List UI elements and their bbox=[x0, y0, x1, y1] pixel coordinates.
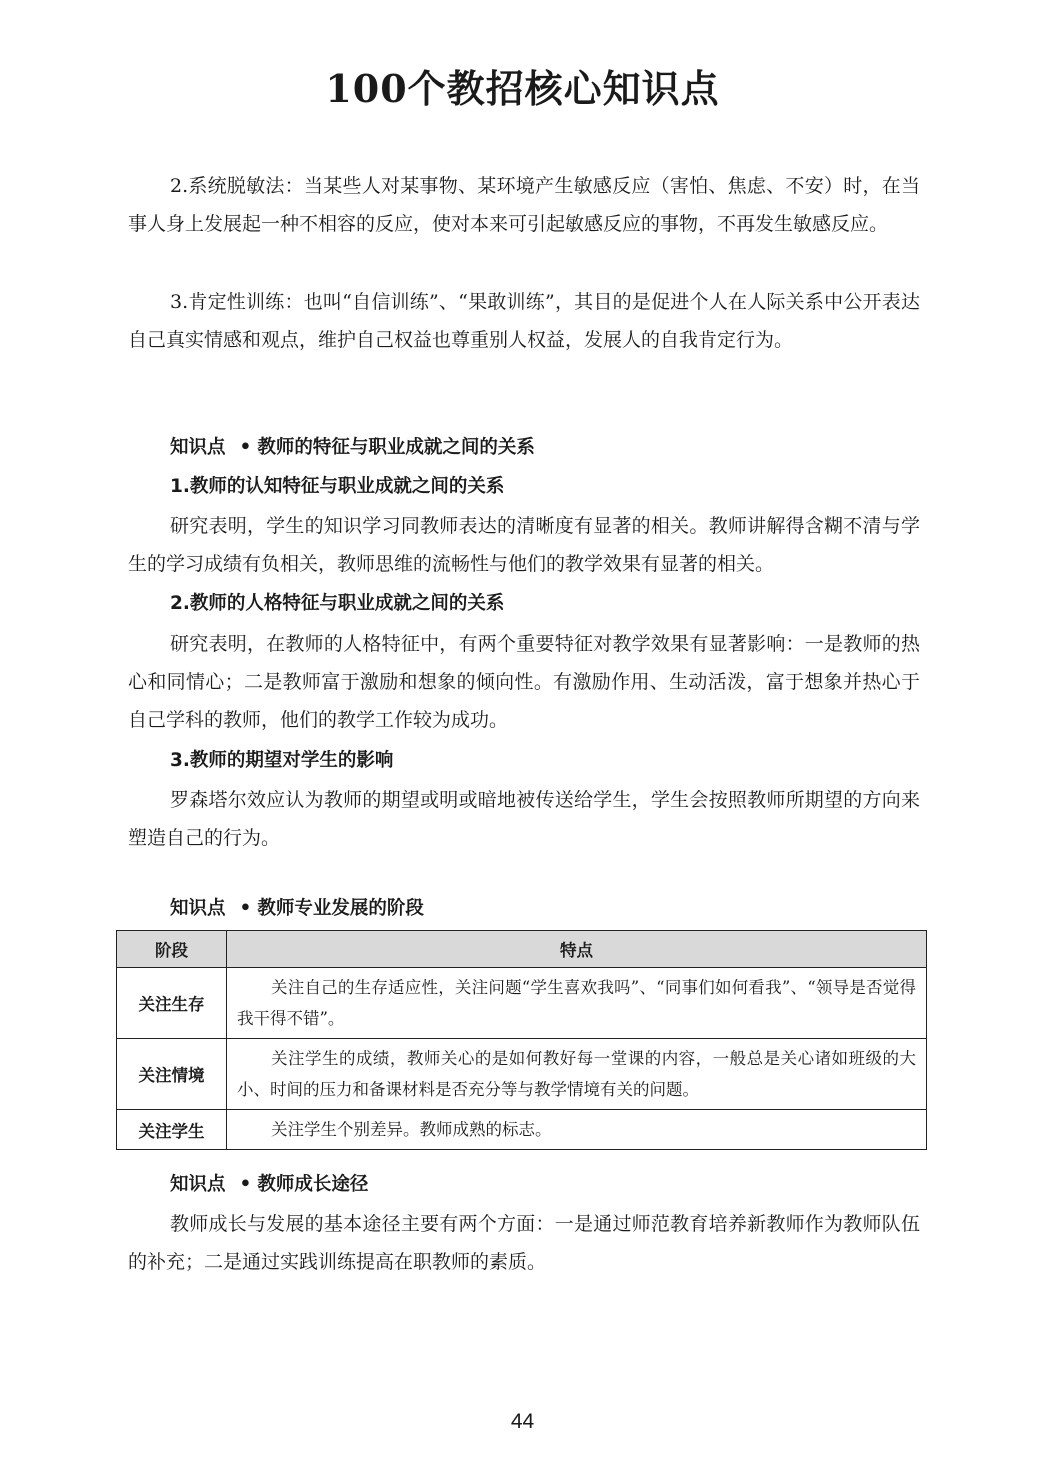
stage-cell: 关注情境 bbox=[117, 1039, 227, 1110]
knowledge-point-heading-1 bbox=[170, 434, 535, 462]
stages-table bbox=[116, 930, 927, 1150]
bullet-dot-icon: • bbox=[239, 1174, 252, 1195]
kp-title: 教师成长途径 bbox=[257, 1174, 369, 1195]
kp-title: 教师的特征与职业成就之间的关系 bbox=[257, 437, 535, 458]
paragraph-personality: 研究表明，在教师的人格特征中，有两个重要特征对教学效果有显著影响：一是教师的热心和同情心；二是教师富于激励和想象的倾向性。有激励作用、生动活泼，富于想象并热心于自己学科的教师，他们的教学工作较为成功。 bbox=[128, 633, 920, 731]
subheading-cognitive: 1.教师的认知特征与职业成就之间的关系 bbox=[170, 476, 505, 497]
header-stage: 阶段 bbox=[117, 931, 227, 968]
stage-cell: 关注生存 bbox=[117, 968, 227, 1039]
header-feature: 特点 bbox=[227, 931, 927, 968]
paragraph-desensitization: 2.系统脱敏法：当某些人对某事物、某环境产生敏感反应（害怕、焦虑、不安）时，在当事人身上发展起一种不相容的反应，使对本来可引起敏感反应的事物，不再发生敏感反应。 bbox=[128, 175, 920, 235]
kp-title: 教师专业发展的阶段 bbox=[257, 898, 424, 919]
kp-label: 知识点 bbox=[170, 898, 226, 919]
kp-label: 知识点 bbox=[170, 1174, 226, 1195]
paragraph-expectation: 罗森塔尔效应认为教师的期望或明或暗地被传送给学生，学生会按照教师所期望的方向来塑造自己的行为。 bbox=[128, 789, 920, 849]
paragraph-cognitive: 研究表明，学生的知识学习同教师表达的清晰度有显著的相关。教师讲解得含糊不清与学生的学习成绩有负相关，教师思维的流畅性与他们的教学效果有显著的相关。 bbox=[128, 515, 920, 575]
bullet-dot-icon: • bbox=[239, 898, 252, 919]
subheading-personality: 2.教师的人格特征与职业成就之间的关系 bbox=[170, 593, 505, 614]
paragraph-assertiveness: 3.肯定性训练：也叫“自信训练”、“果敢训练”，其目的是促进个人在人际关系中公开表达自己真实情感和观点，维护自己权益也尊重别人权益，发展人的自我肯定行为。 bbox=[128, 291, 920, 351]
knowledge-point-heading-2 bbox=[170, 895, 424, 923]
knowledge-point-heading-3 bbox=[170, 1171, 368, 1199]
page-title: 100个教招核心知识点 bbox=[325, 66, 720, 111]
table-header-row bbox=[117, 931, 927, 968]
feature-cell: 关注学生的成绩，教师关心的是如何教好每一堂课的内容，一般总是关心诸如班级的大小、时间的压力和备课材料是否充分等与教学情境有关的问题。 bbox=[227, 1039, 927, 1110]
kp-label: 知识点 bbox=[170, 437, 226, 458]
table-row bbox=[117, 968, 927, 1039]
stage-cell: 关注学生 bbox=[117, 1110, 227, 1150]
paragraph-growth: 教师成长与发展的基本途径主要有两个方面：一是通过师范教育培养新教师作为教师队伍的补充；二是通过实践训练提高在职教师的素质。 bbox=[128, 1213, 920, 1273]
feature-cell: 关注学生个别差异。教师成熟的标志。 bbox=[227, 1110, 927, 1150]
page-number: 44 bbox=[510, 1410, 535, 1433]
table-row bbox=[117, 1110, 927, 1150]
table-row bbox=[117, 1039, 927, 1110]
bullet-dot-icon: • bbox=[239, 437, 252, 458]
feature-cell: 关注自己的生存适应性，关注问题“学生喜欢我吗”、“同事们如何看我”、“领导是否觉得我干得不错”。 bbox=[227, 968, 927, 1039]
subheading-expectation: 3.教师的期望对学生的影响 bbox=[170, 750, 394, 771]
